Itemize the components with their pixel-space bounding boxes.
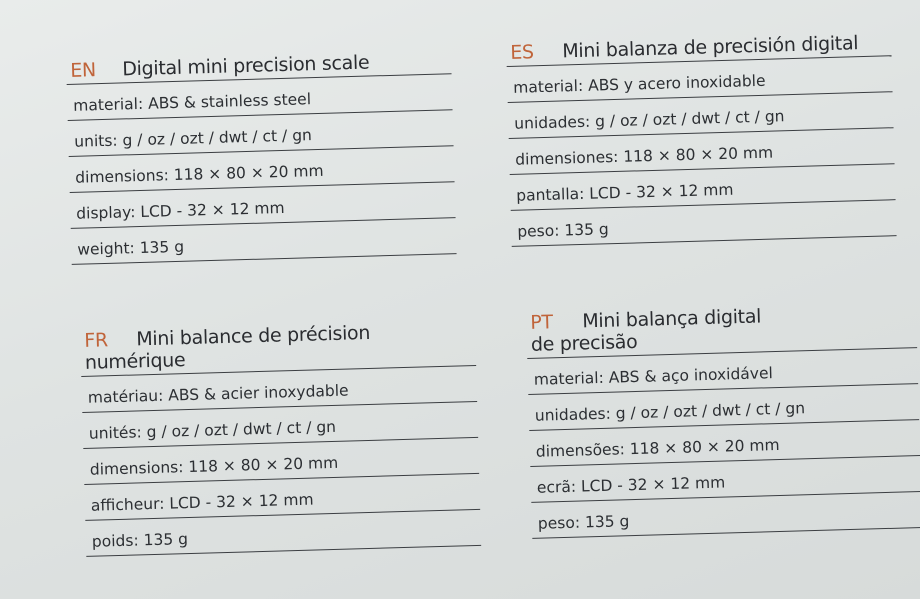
spec-row-dimensions: dimensiones: 118 × 80 × 20 mm: [509, 128, 895, 175]
spec-panel-en: [66, 49, 457, 265]
spec-row-material: material: ABS & stainless steel: [67, 74, 453, 121]
spec-row-dimensions: dimensões: 118 × 80 × 20 mm: [529, 420, 920, 467]
spec-row-display: ecrã: LCD - 32 × 12 mm: [530, 456, 920, 503]
product-title: Digital mini precision scale: [121, 51, 370, 81]
product-title: Mini balanza de precisión digital: [561, 32, 859, 63]
language-code: PT: [529, 311, 554, 334]
spec-panel-fr: [80, 319, 481, 557]
spec-row-weight: peso: 135 g: [531, 492, 920, 539]
spec-row-display: afficheur: LCD - 32 × 12 mm: [84, 474, 480, 521]
product-title-line1: Mini balança digital: [581, 305, 762, 333]
spec-row-units: unités: g / oz / ozt / dwt / ct / gn: [82, 402, 478, 449]
spec-row-weight: weight: 135 g: [71, 218, 457, 265]
spec-row-weight: peso: 135 g: [511, 200, 897, 247]
spec-row-dimensions: dimensions: 118 × 80 × 20 mm: [69, 146, 455, 193]
product-title-line2: numérique: [84, 349, 186, 374]
spec-row-units: unidades: g / oz / ozt / dwt / ct / gn: [508, 92, 894, 139]
spec-row-weight: poids: 135 g: [85, 510, 481, 557]
spec-row-display: display: LCD - 32 × 12 mm: [70, 182, 456, 229]
product-title-line2: de precisão: [530, 330, 638, 356]
spec-row-dimensions: dimensions: 118 × 80 × 20 mm: [83, 438, 479, 485]
spec-row-display: pantalla: LCD - 32 × 12 mm: [510, 164, 896, 211]
spec-row-units: unidades: g / oz / ozt / dwt / ct / gn: [528, 384, 919, 431]
spec-row-material: matériau: ABS & acier inoxydable: [81, 366, 477, 413]
language-code: EN: [69, 59, 97, 82]
language-code: ES: [509, 41, 535, 64]
spec-row-units: units: g / oz / ozt / dwt / ct / gn: [68, 110, 454, 157]
spec-row-material: material: ABS y acero inoxidable: [507, 56, 893, 103]
language-code: FR: [83, 329, 109, 352]
spec-row-material: material: ABS & aço inoxidável: [527, 348, 918, 395]
spec-panel-es: [506, 31, 897, 247]
spec-panel-pt: [526, 301, 920, 539]
product-title-line1: Mini balance de précision: [135, 321, 371, 351]
